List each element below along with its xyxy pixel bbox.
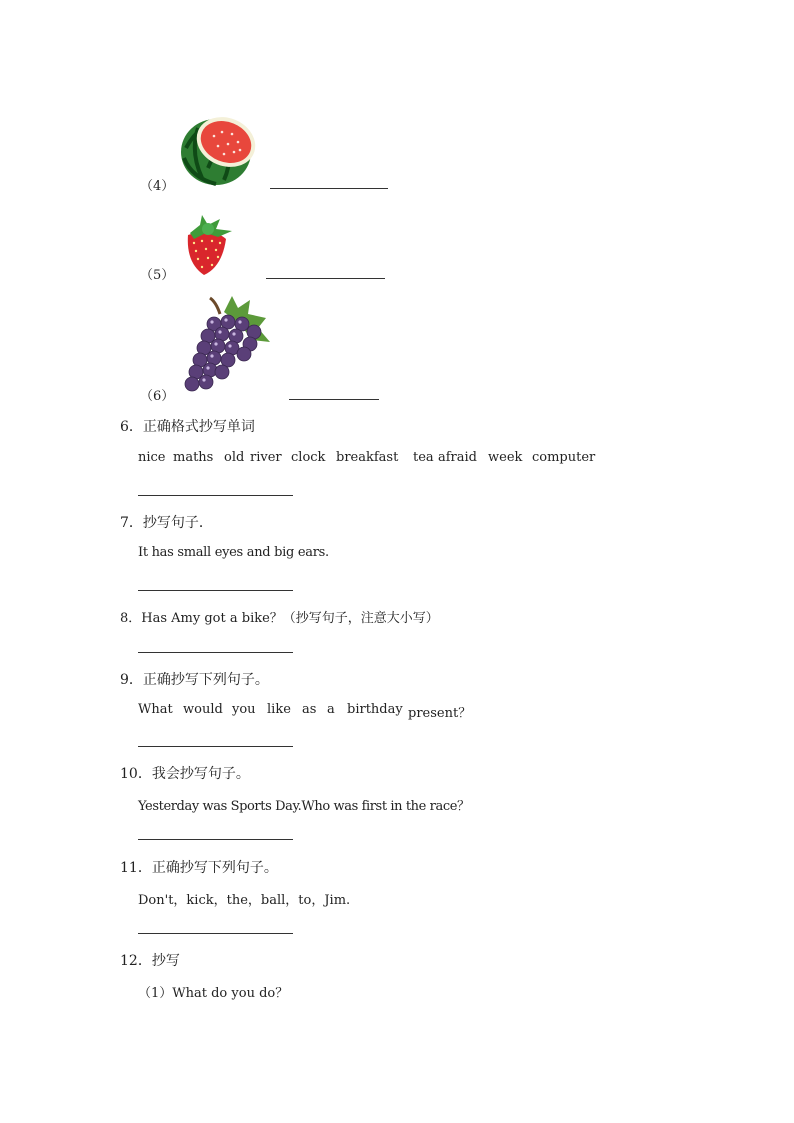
answer-line-5[interactable] [266,278,385,279]
question-10-title: 10．我会抄写句子。 [120,766,250,782]
item-label-4: （4） [140,179,175,194]
word: a [327,702,335,717]
question-7-title: 7．抄写句子． [120,515,213,531]
word: as [302,702,317,717]
word: clock [291,450,326,465]
word: present？ [408,706,472,721]
question-11-text: Don't，kick，the，ball，to，Jim. [138,893,351,908]
word: maths [173,450,214,465]
question-10-text: Yesterday was Sports Day.Who was first in the race？ [138,799,470,814]
word: nice [138,450,166,465]
word: computer [532,450,596,465]
word: week [488,450,523,465]
word: birthday [347,702,403,717]
word: What [138,702,173,717]
question-12-sub-1: （1）What do you do？ [138,986,289,1001]
word: you [232,702,256,717]
watermelon-image [178,108,260,188]
word: old [224,450,245,465]
item-label-5: （5） [140,268,175,283]
word: would [183,702,223,717]
question-8-title: 8．Has Amy got a bike？（抄写句子，注意大小写） [120,611,439,626]
answer-line-q11[interactable] [138,933,293,934]
answer-line-q6[interactable] [138,495,293,496]
answer-line-4[interactable] [270,188,388,189]
word: tea [413,450,434,465]
word: river [250,450,282,465]
word: afraid [438,450,478,465]
question-9-title: 9．正确抄写下列句子。 [120,672,269,688]
word: like [267,702,291,717]
question-12-title: 12．抄写 [120,953,180,969]
answer-line-q8[interactable] [138,652,293,653]
grapes-image [180,294,276,394]
strawberry-image [182,213,237,277]
question-6-title: 6．正确格式抄写单词 [120,419,255,435]
answer-line-q10[interactable] [138,839,293,840]
item-label-6: （6） [140,389,175,404]
question-11-title: 11．正确抄写下列句子。 [120,860,278,876]
answer-line-q9[interactable] [138,746,293,747]
answer-line-6[interactable] [289,399,379,400]
word: breakfast [336,450,399,465]
question-7-text: It has small eyes and big ears. [138,545,329,560]
answer-line-q7[interactable] [138,590,293,591]
